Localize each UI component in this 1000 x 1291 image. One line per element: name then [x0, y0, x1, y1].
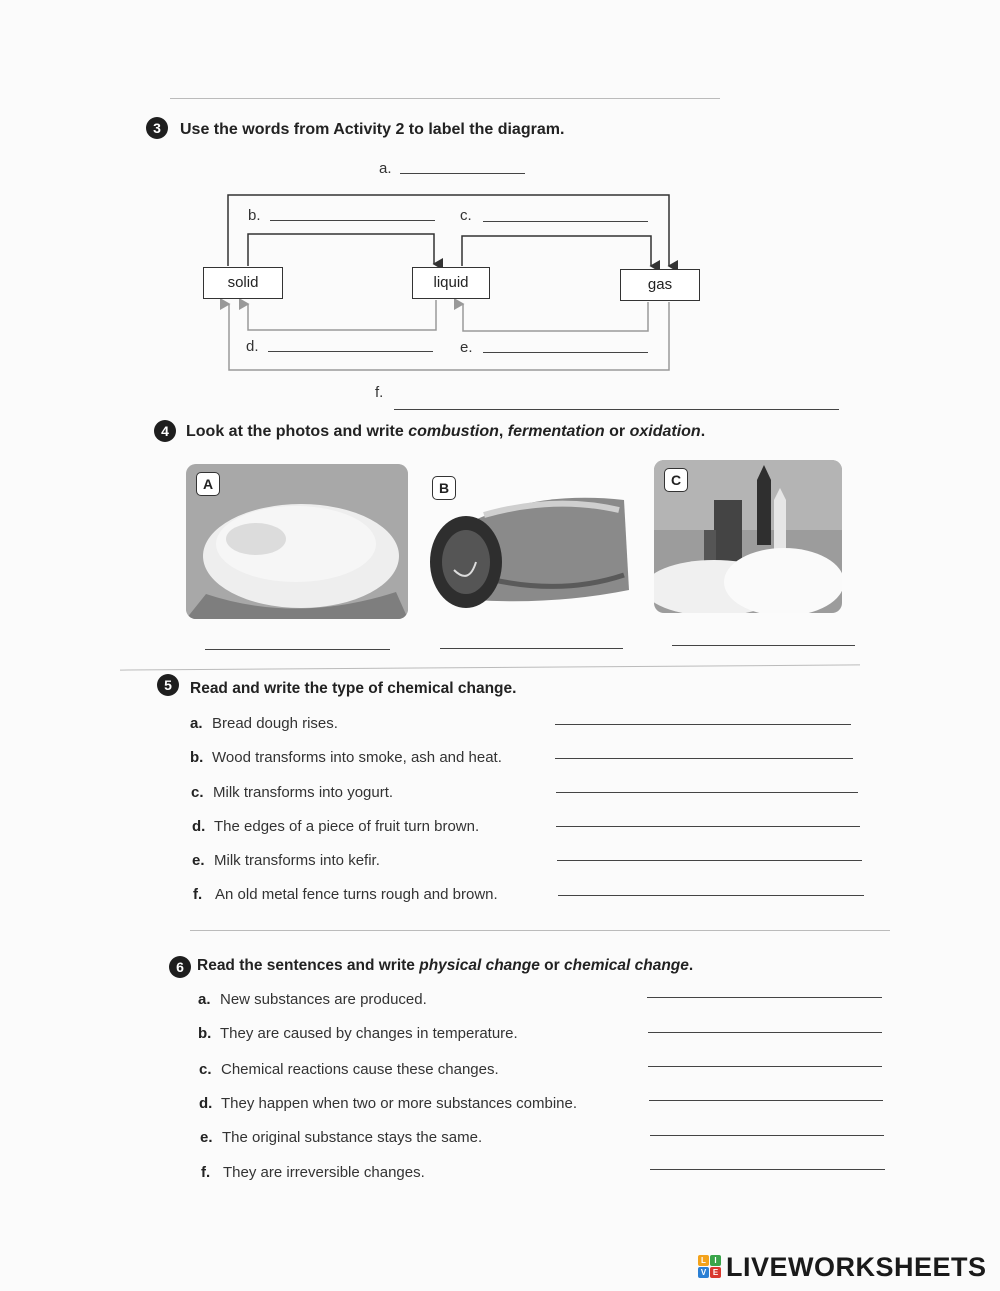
- answer-line[interactable]: [650, 1169, 885, 1170]
- answer-line[interactable]: [648, 1032, 882, 1033]
- list-item: b. They are caused by changes in temperature.: [198, 1025, 518, 1042]
- footer-brand: LIVEWORKSHEETS: [726, 1252, 987, 1282]
- activity-number: 3: [146, 117, 168, 139]
- photo-a: [186, 464, 408, 619]
- answer-line[interactable]: [556, 826, 860, 827]
- activity-number: 4: [154, 420, 176, 442]
- activity5-instruction: Read and write the type of chemical change.: [190, 680, 517, 697]
- list-item: f. An old metal fence turns rough and brown.: [193, 886, 498, 903]
- activity-number: 5: [157, 674, 179, 696]
- liquid-box: liquid: [412, 267, 490, 299]
- answer-line-f[interactable]: [394, 409, 839, 410]
- answer-line[interactable]: [649, 1100, 883, 1101]
- answer-line[interactable]: [558, 895, 864, 896]
- label-c: c.: [460, 207, 472, 224]
- list-item: d. They happen when two or more substances combine.: [199, 1095, 578, 1112]
- list-item: c. Milk transforms into yogurt.: [191, 784, 394, 801]
- list-item: d. The edges of a piece of fruit turn brown.: [192, 818, 480, 835]
- activity4-instruction: Look at the photos and write combustion, fermentation or oxidation.: [186, 423, 706, 440]
- answer-line[interactable]: [555, 724, 851, 725]
- arrow-liquid-to-solid: [248, 300, 436, 330]
- divider-rule: [190, 930, 890, 931]
- photo-tag-b: B: [432, 476, 456, 500]
- answer-line-photo-b[interactable]: [440, 648, 623, 649]
- list-item: f. They are irreversible changes.: [201, 1164, 425, 1181]
- answer-line-photo-a[interactable]: [205, 649, 390, 650]
- answer-line-a[interactable]: [400, 173, 525, 174]
- answer-line-d[interactable]: [268, 351, 433, 352]
- photo-tag-c: C: [664, 468, 688, 492]
- label-d: d.: [246, 338, 259, 355]
- divider-rule: [120, 664, 860, 670]
- arrow-liquid-to-gas: [462, 236, 651, 266]
- arrow-solid-to-liquid: [248, 234, 434, 266]
- arrow-gas-to-solid: [229, 302, 669, 370]
- arrow-gas-to-liquid: [463, 302, 648, 331]
- activity3-instruction: Use the words from Activity 2 to label the diagram.: [180, 121, 565, 138]
- label-e: e.: [460, 339, 473, 356]
- answer-line[interactable]: [556, 792, 858, 793]
- list-item: e. The original substance stays the same.: [200, 1129, 483, 1146]
- answer-line[interactable]: [650, 1135, 884, 1136]
- photo-b: [424, 470, 634, 620]
- solid-box: solid: [203, 267, 283, 299]
- list-item: a. Bread dough rises.: [190, 715, 338, 732]
- list-item: b. Wood transforms into smoke, ash and heat.: [190, 749, 502, 766]
- answer-line-c[interactable]: [483, 221, 648, 222]
- answer-line-e[interactable]: [483, 352, 648, 353]
- label-b: b.: [248, 207, 261, 224]
- activity-number: 6: [169, 956, 191, 978]
- answer-line[interactable]: [555, 758, 853, 759]
- label-f: f.: [375, 384, 384, 401]
- liveworksheets-logo-icon: L I V E: [698, 1255, 722, 1279]
- photo-tag-a: A: [196, 472, 220, 496]
- list-item: c. Chemical reactions cause these changes.: [199, 1061, 499, 1078]
- arrow-solid-to-gas: [228, 195, 669, 266]
- photo-c: [654, 460, 842, 613]
- answer-line[interactable]: [648, 1066, 882, 1067]
- answer-line-photo-c[interactable]: [672, 645, 855, 646]
- list-item: a. New substances are produced.: [198, 991, 427, 1008]
- answer-line[interactable]: [647, 997, 882, 998]
- state-change-diagram: [0, 0, 1000, 420]
- list-item: e. Milk transforms into kefir.: [192, 852, 380, 869]
- gas-box: gas: [620, 269, 700, 301]
- answer-line[interactable]: [557, 860, 862, 861]
- answer-line-b[interactable]: [270, 220, 435, 221]
- activity6-instruction: Read the sentences and write physical change or chemical change.: [197, 957, 694, 974]
- label-a: a.: [379, 160, 392, 177]
